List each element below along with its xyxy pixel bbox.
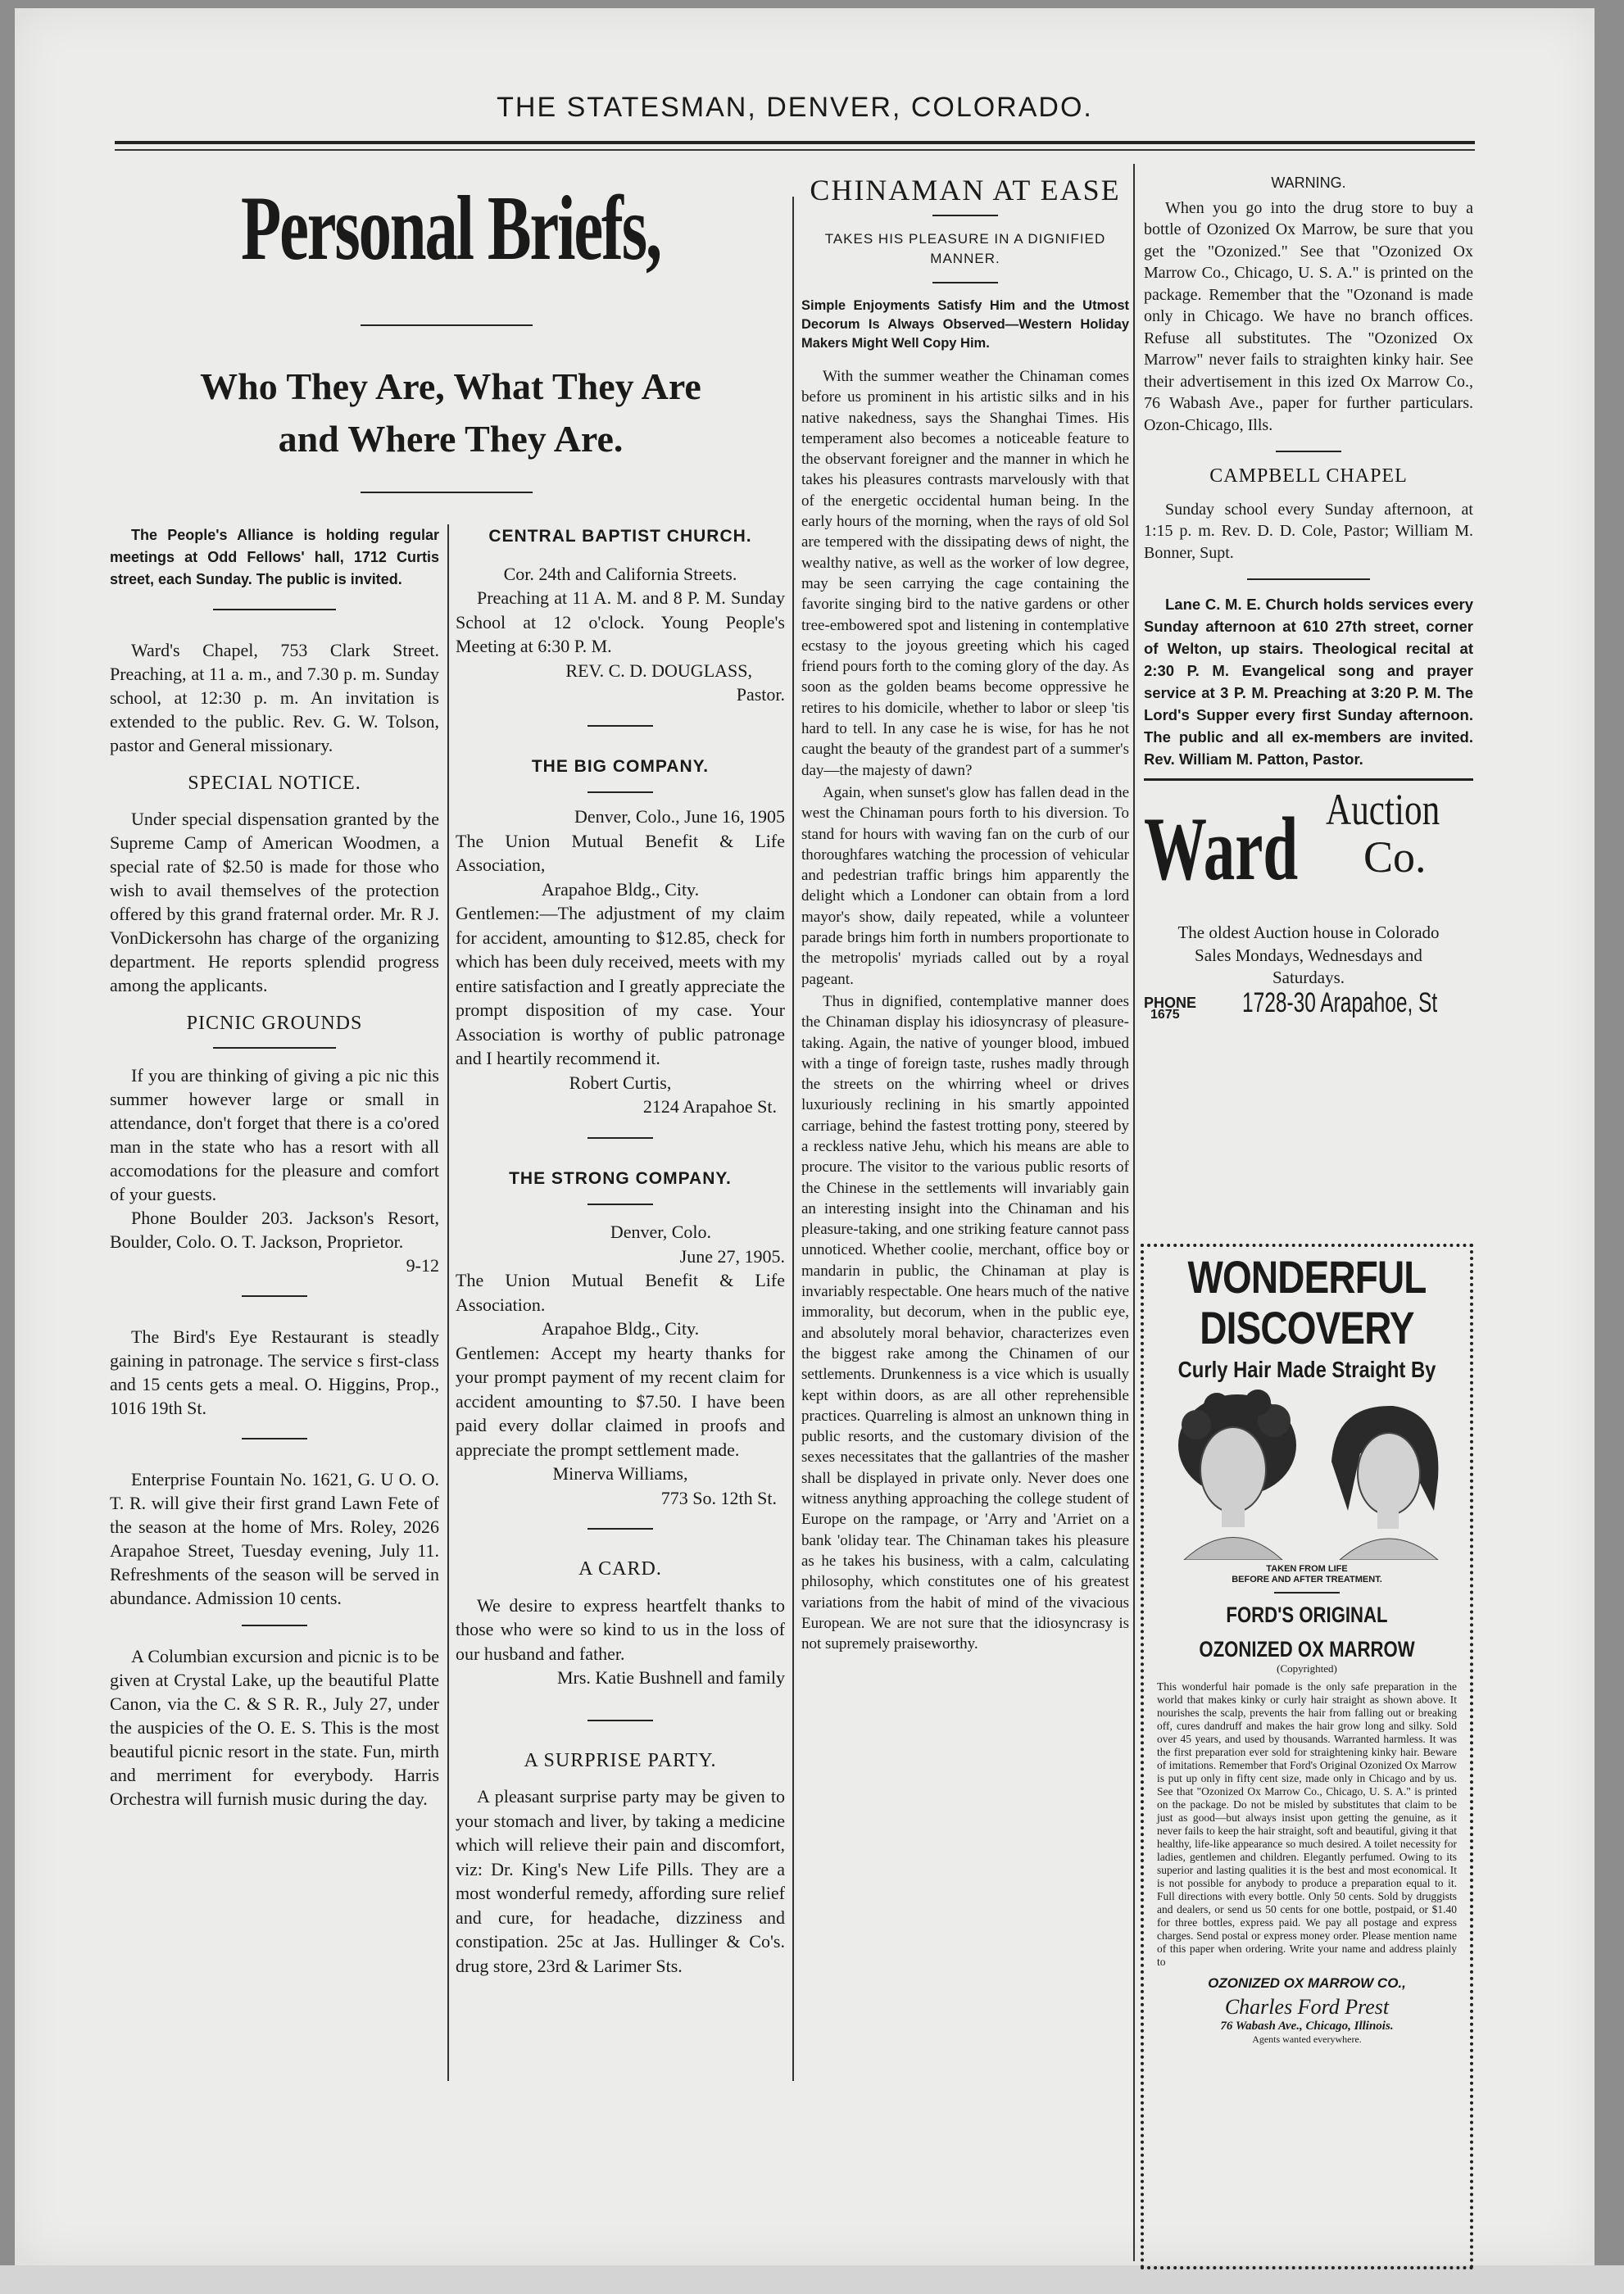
ward-description-2: Sales Mondays, Wednesdays and Saturdays. — [1195, 945, 1422, 987]
strong-company-place: Denver, Colo. — [610, 1222, 711, 1242]
column-2 — [456, 524, 785, 1993]
ward-co: Co. — [1363, 832, 1427, 882]
ad-headline-1: WONDERFUL — [1187, 1251, 1427, 1303]
before-portrait — [1178, 1390, 1296, 1560]
article-paragraph-3: Thus in dignified, contemplative manner does the Chinaman display his idiosyncrasy of pleasure-taking. Again, the native of younger blood, imbued with a tinge of foreign taste, rushes madly through the streets on the whirring wheel or drives luxuriously reclining in his smartly appointed carriage, behind the fastest trotting pony, steered by a reckless native Jehu, which his means are able to procure. The visitor to the various public resorts of the Chinese in the settlements will invariably gain an interesting insight into the Chinaman and his pleasure-taking, and one striking feature cannot pass unnoticed. Whether coolie, merchant, office boy or mandarin in public, the Chinaman at play is invariably respectable. One hears much of the native immorality, but decorum, when in the public eye, and absolutely moral behavior, characterizes even the biggest rake among the Chinamen of our settlements. Drunkenness is a vice which is usually kept within doors, as are all other reprehensible practices. Quarreling is almost an unknown thing in public resorts, and the customary division of the sexes necessitates that the gallantries of the masher shall be displayed in private only. Never does one witness anything approaching the college student of Europe on the rampage, or 'Arry and 'Arriet on a bank 'oliday tear. The Chinaman takes his pleasure as he takes his business, with a calm, calculating philosophy, which constitutes one of his greatest variations from the habit of mind of the vivacious European. We are not sure that the idiosyncrasy is not supremely praiseworthy. — [801, 992, 1129, 1653]
picnic-body: If you are thinking of giving a pic nic this summer however large or small in attendance, don't forget that there is a co'ored man in the state who has a resort with all accomodations for the pleasure and comfort of your guests. — [110, 1065, 439, 1204]
column-divider — [447, 524, 449, 2081]
separator — [587, 725, 653, 727]
big-company-address: 2124 Arapahoe St. — [642, 1096, 777, 1117]
baptist-body: Preaching at 11 A. M. and 8 P. M. Sunday School at 12 o'clock. Young People's Meeting at 6:30 P. M. — [456, 587, 785, 656]
masthead: THE STATESMAN, DENVER, COLORADO. — [497, 92, 1093, 123]
separator — [932, 215, 998, 216]
wards-chapel-notice: Ward's Chapel, 753 Clark Street. Preaching, at 11 a. m., and 7.30 p. m. Sunday school, at 12:30 p. m. An invitation is extended to the public. Rev. G. W. Tolson, pastor and General missionary. — [110, 640, 439, 755]
separator — [213, 609, 336, 610]
article-title: CHINAMAN AT EASE — [810, 174, 1121, 206]
ad-signature: Charles Ford Prest — [1224, 1995, 1390, 2019]
big-company-bldg: Arapahoe Bldg., City. — [541, 878, 700, 900]
strong-company-date: June 27, 1905. — [679, 1245, 785, 1267]
separator — [587, 791, 653, 793]
picnic-date: 9-12 — [406, 1255, 439, 1276]
ox-marrow-ad — [1141, 1244, 1473, 2269]
surprise-body: A pleasant surprise party may be given to your stomach and liver, by taking a medicine which will relieve their pain and discomfort, viz: Dr. King's New Life Pills. They are a most wonderful remedy, affording sure relief and cure, for headache, dizziness and constipation. 25c at Jas. Hullinger & Co's. drug store, 23rd & Larimer Sts. — [456, 1786, 785, 1976]
card-signature: Mrs. Katie Bushnell and family — [556, 1667, 785, 1688]
big-company-title: THE BIG COMPANY. — [531, 756, 710, 776]
column-1 — [110, 524, 439, 1825]
masthead-rule — [115, 141, 1475, 144]
strong-company-title: THE STRONG COMPANY. — [509, 1168, 732, 1188]
page-title: Personal Briefs, — [241, 178, 660, 279]
ad-copyright: (Copyrighted) — [1277, 1662, 1337, 1675]
article-deck-2: Simple Enjoyments Satisfy Him and the Utmost Decorum Is Always Observed—Western Holiday Makers Might Well Copy Him. — [801, 298, 1129, 351]
ward-auction: Auction — [1326, 785, 1440, 834]
ad-product-2: OZONIZED OX MARROW — [1199, 1637, 1415, 1662]
baptist-pastor: REV. C. D. DOUGLASS, — [565, 660, 752, 681]
ward-name: Ward — [1144, 799, 1299, 899]
enterprise-notice: Enterprise Fountain No. 1621, G. U O. O. T. R. will give their first grand Lawn Fete of the season at the home of Mrs. Roley, 2026 Arapahoe Street, Tuesday evening, July 11. Refreshments of the season will be served in abundance. Admission 10 cents. — [110, 1469, 439, 1608]
before-after-portraits — [1151, 1388, 1463, 1560]
campbell-body: Sunday school every Sunday afternoon, at 1:15 p. m. Rev. D. D. Cole, Pastor; William M. Bonner, Supt. — [1144, 500, 1473, 562]
warning-body: When you go into the drug store to buy a bottle of Ozonized Ox Marrow, be sure that you get the "Ozonized." See that "Ozonized Ox Marrow Co., Chicago, U. S. A." is printed on the package. Remember that the "Ozonand is made only in Chicago. We have no branch offices. Refuse all substitutes. The "Ozonized Ox Marrow" never fails to straighten kinky hair. See their advertisement in this ized Ox Marrow Co., 76 Wabash Ave., paper for further particulars. Ozon-Chicago, Ills. — [1144, 198, 1473, 434]
article-deck-1: TAKES HIS PLEASURE IN A DIGNIFIED MANNER. — [824, 231, 1106, 266]
subtitle-line-2: and Where They Are. — [278, 418, 624, 460]
strong-company-signature: Minerva Williams, — [552, 1463, 688, 1484]
ad-tagline: Curly Hair Made Straight By — [1177, 1357, 1436, 1382]
after-portrait — [1331, 1406, 1438, 1560]
ward-description-1: The oldest Auction house in Colorado — [1177, 923, 1440, 942]
big-company-date: Denver, Colo., June 16, 1905 — [574, 806, 785, 827]
column-4 — [1144, 172, 1473, 1036]
ward-address: 1728-30 Arapahoe, St — [1242, 987, 1438, 1018]
subtitle — [115, 360, 787, 465]
separator — [242, 1625, 307, 1626]
strong-company-to: The Union Mutual Benefit & Life Association. — [456, 1270, 785, 1315]
ward-divider — [1144, 778, 1473, 781]
ward-phone-label: PHONE — [1144, 995, 1197, 1011]
page-bottom-strip — [0, 2265, 1624, 2294]
picnic-contact: Phone Boulder 203. Jackson's Resort, Boulder, Colo. O. T. Jackson, Proprietor. — [110, 1208, 439, 1252]
separator — [1276, 451, 1341, 452]
columbian-notice: A Columbian excursion and picnic is to be given at Crystal Lake, up the beautiful Platte Canon, via the C. & S R. R., July 27, under the auspicies of the O. E. S. This is the most beautiful picnic resort in the state. Fun, mirth and merriment for everybody. Harris Orchestra will furnish music during the day. — [110, 1646, 439, 1809]
separator — [587, 1528, 653, 1530]
column-divider — [1133, 164, 1135, 2261]
separator — [242, 1438, 307, 1439]
baptist-title: CENTRAL BAPTIST CHURCH. — [488, 527, 752, 546]
campbell-title: CAMPBELL CHAPEL — [1209, 465, 1408, 487]
ad-fine-print: This wonderful hair pomade is the only safe preparation in the world that makes kinky or curly hair straight as shown above. It nourishes the scalp, prevents the hair from falling out or breaking off, cures dandruff and makes the hair grow long and silky. Sold over 45 years, and used by thousands. Warranted harmless. It was the first preparation ever sold for straightening kinky hair. Beware of imitations. Remember that Ford's Original Ozonized Ox Marrow is put up only in fifty cent size, made only in Chicago and by us. See that "Ozonized Ox Marrow Co., Chicago, U. S. A." is printed on the package. Do not be misled by substitutes that claim to be just as good—but always insist upon getting the genuine, as it never fails to keep the hair straight, soft and beautiful, giving it that healthy, life-like appearance so much desired. A toilet necessity for ladies, gentlemen and children. Elegantly perfumed. Owing to its superior and lasting qualities it is the best and most economical. It is not possible for anybody to produce a preparation equal to it. Full directions with every bottle. Only 50 cents. Sold by druggists and dealers, or send us 50 cents for one bottle, postpaid, or $1.40 for three bottles, express paid. We pay all postage and express charges. Send postal or express money order. Please mention name of this paper when ordering. Write your name and address plainly to — [1157, 1680, 1457, 1968]
subtitle-line-1: Who They Are, What They Are — [200, 365, 701, 407]
warning-title: WARNING. — [1271, 175, 1346, 191]
article-paragraph-2: Again, when sunset's glow has fallen dead in the west the Chinaman pours forth to his diversion. To stand for hours with waving fan on the curb of our thoroughfares watching the procession of vehicular and pedestrian traffic brings him apparently the delight which a Londoner can obtain from a lord mayor's show, daily repeated, while a volunteer parade brings him forth in numbers proportionate to the metropolis' myriads called out by a royal pageant. — [801, 783, 1129, 988]
card-body: We desire to express heartfelt thanks to those who were so kind to us in the loss of our husband and father. — [456, 1594, 785, 1664]
big-company-signature: Robert Curtis, — [569, 1072, 672, 1093]
ad-caption-2: BEFORE AND AFTER TREATMENT. — [1232, 1575, 1382, 1584]
ward-ad — [1144, 785, 1473, 1036]
separator — [932, 282, 998, 283]
column-divider — [792, 197, 794, 2081]
separator — [213, 1047, 336, 1049]
lane-church-notice: Lane C. M. E. Church holds services every Sunday afternoon at 610 27th street, corner of Welton, up stairs. Theological recital at 2:30 P. M. Evangelical song and prayer service at 3 P. M. Preaching at 3:20 P. M. The Lord's Supper every first Sunday afternoon. The public and all ex-members are invited. Rev. William M. Patton, Pastor. — [1144, 596, 1473, 768]
alliance-notice: The People's Alliance is holding regular meetings at Odd Fellows' hall, 1712 Curtis street, each Sunday. The public is invited. — [110, 527, 439, 587]
card-title: A CARD. — [578, 1558, 662, 1580]
strong-company-body: Gentlemen: Accept my hearty thanks for your prompt payment of my recent claim for accident amounting to $7.50. I have been paid every dollar claimed in proofs and appreciate the prompt settlement made. — [456, 1342, 785, 1460]
baptist-role: Pastor. — [736, 684, 785, 705]
ad-agents: Agents wanted everywhere. — [1252, 2033, 1362, 2045]
baptist-address: Cor. 24th and California Streets. — [503, 563, 737, 584]
separator — [587, 1137, 653, 1139]
big-company-to: The Union Mutual Benefit & Life Association, — [456, 830, 785, 875]
separator — [587, 1204, 653, 1205]
strong-company-address: 773 So. 12th St. — [660, 1487, 777, 1508]
ad-company: OZONIZED OX MARROW CO., — [1208, 1975, 1406, 1991]
ward-phone-number: 1675 — [1150, 1008, 1180, 1022]
big-company-body: Gentlemen:—The adjustment of my claim for accident, amounting to $12.85, check for which has been duly received, meets with my entire satisfaction and I greatly appreciate the prompt disposition of my case. Your Association is worthy of public patronage and I heartily recommend it. — [456, 903, 785, 1068]
strong-company-bldg: Arapahoe Bldg., City. — [541, 1318, 700, 1339]
ad-headline-2: DISCOVERY — [1200, 1302, 1414, 1353]
special-notice-title: SPECIAL NOTICE. — [188, 773, 361, 794]
ad-caption-1: TAKEN FROM LIFE — [1266, 1564, 1348, 1574]
special-notice-body: Under special dispensation granted by the Supreme Camp of American Woodmen, a special rate of $2.50 is made for those who wish to avail themselves of the protection offered by this grand fraternal order. Mr. R J. VonDickersohn has charge of the organizing department. He reports splendid progress among the applicants. — [110, 809, 439, 995]
ad-product-1: FORD'S ORIGINAL — [1226, 1603, 1388, 1627]
column-3 — [801, 172, 1129, 1654]
birds-eye-notice: The Bird's Eye Restaurant is steadly gaining in patronage. The service s first-class and 15 cents gets a meal. O. Higgins, Prop., 1016 19th St. — [110, 1326, 439, 1418]
masthead-rule-thin — [115, 149, 1475, 151]
picnic-title: PICNIC GROUNDS — [186, 1013, 363, 1034]
ad-address: 76 Wabash Ave., Chicago, Illinois. — [1220, 2020, 1394, 2033]
separator — [1274, 1592, 1340, 1594]
subtitle-rule — [361, 492, 533, 493]
separator — [242, 1295, 307, 1297]
title-rule — [361, 324, 533, 326]
surprise-title: A SURPRISE PARTY. — [524, 1749, 717, 1771]
article-paragraph-1: With the summer weather the Chinaman comes before us prominent in his artistic silks and in his native nakedness, says the Shanghai Times. His temperament also becomes a noticeable feature to the observant foreigner and the manner in which he takes his pleasures contrasts marvelously with that of the energetic occidental human being. In the early hours of the morning, when the rays of old Sol are tempered with the dissipating dews of night, the wealthy native, as well as the worker of low degree, may be seen carrying the cage containing the favorite singing bird to the native gardens or other tree-embowered spot and listening in contemplative ecstasy to the joyous greeting which his caged friend pours forth to the coming glory of the day. As soon as the golden beams become oppressive he retires to his domicile, whether to labor or sleep 'tis hard to tell. In any case he is wise, for has he not caught the beauty of the grandest part of a summer's day—the majesty of dawn? — [801, 368, 1129, 779]
separator — [587, 1720, 653, 1721]
separator — [1247, 578, 1370, 580]
